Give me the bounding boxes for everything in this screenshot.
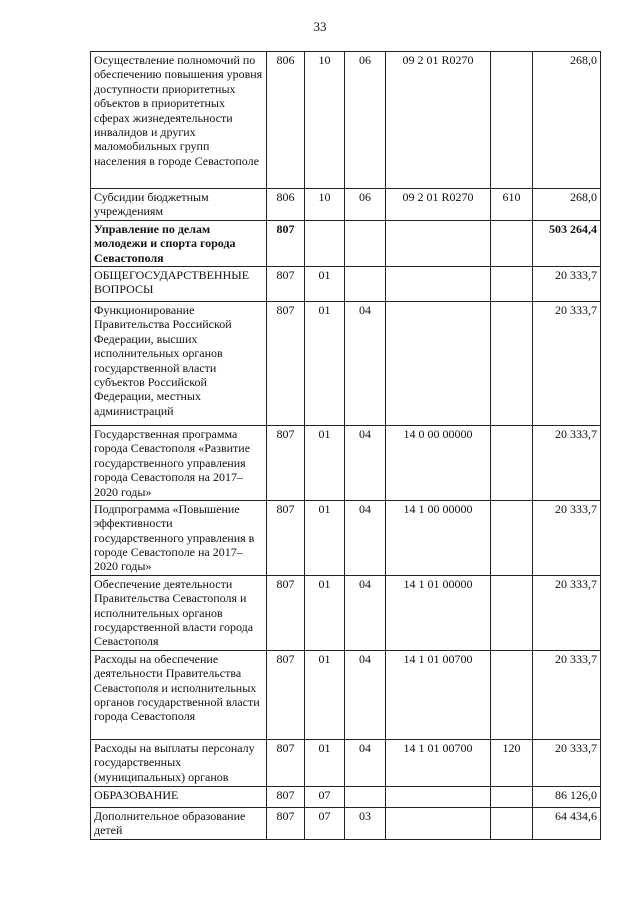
section-code: 01 <box>305 425 345 500</box>
table-row <box>91 266 601 301</box>
target-article-code: 14 1 01 00700 <box>386 650 491 739</box>
section-code: 07 <box>305 807 345 839</box>
amount: 20 333,7 <box>533 425 601 500</box>
section-code: 01 <box>305 500 345 575</box>
org-code: 807 <box>267 786 305 807</box>
amount: 64 434,6 <box>533 807 601 839</box>
target-article-code: 14 0 00 00000 <box>386 425 491 500</box>
org-code: 807 <box>267 807 305 839</box>
subsection-code: 03 <box>345 807 386 839</box>
org-code: 807 <box>267 301 305 425</box>
section-code: 01 <box>305 575 345 650</box>
amount: 86 126,0 <box>533 786 601 807</box>
expense-type-code: 120 <box>491 739 533 786</box>
target-article-code: 09 2 01 R0270 <box>386 189 491 221</box>
table-row <box>91 220 601 266</box>
section-code: 10 <box>305 52 345 189</box>
section-code: 07 <box>305 786 345 807</box>
amount: 268,0 <box>533 52 601 189</box>
section-code <box>305 220 345 266</box>
row-name: Расходы на обеспечение деятельности Правительства Севастополя и исполнительных органов государственной власти города Севастополя <box>91 650 267 739</box>
row-name: Управление по делам молодежи и спорта города Севастополя <box>91 220 267 266</box>
table-row <box>91 575 601 650</box>
org-code: 807 <box>267 739 305 786</box>
section-code: 01 <box>305 739 345 786</box>
subsection-code <box>345 220 386 266</box>
table-row <box>91 52 601 189</box>
subsection-code: 06 <box>345 189 386 221</box>
target-article-code <box>386 266 491 301</box>
subsection-code: 04 <box>345 650 386 739</box>
row-name: ОБЩЕГОСУДАРСТВЕННЫЕ ВОПРОСЫ <box>91 266 267 301</box>
expense-type-code <box>491 786 533 807</box>
target-article-code <box>386 301 491 425</box>
section-code: 01 <box>305 266 345 301</box>
table-row <box>91 500 601 575</box>
subsection-code: 04 <box>345 425 386 500</box>
org-code: 807 <box>267 425 305 500</box>
subsection-code <box>345 786 386 807</box>
section-code: 01 <box>305 301 345 425</box>
row-name: Подпрограмма «Повышение эффективности государственного управления в городе Севастополе на 2017–2020 годы» <box>91 500 267 575</box>
target-article-code <box>386 786 491 807</box>
expense-type-code <box>491 220 533 266</box>
target-article-code: 14 1 00 00000 <box>386 500 491 575</box>
table-row <box>91 425 601 500</box>
expense-type-code <box>491 650 533 739</box>
target-article-code: 09 2 01 R0270 <box>386 52 491 189</box>
row-name: Осуществление полномочий по обеспечению повышения уровня доступности приоритетных объектов в приоритетных сферах жизнедеятельности инвалидов и других маломобильных групп населения в городе Севастополе <box>91 52 267 189</box>
org-code: 807 <box>267 220 305 266</box>
target-article-code: 14 1 01 00700 <box>386 739 491 786</box>
expense-type-code <box>491 575 533 650</box>
row-name: Субсидии бюджетным учреждениям <box>91 189 267 221</box>
org-code: 807 <box>267 266 305 301</box>
expense-type-code <box>491 807 533 839</box>
row-name: Расходы на выплаты персоналу государственных (муниципальных) органов <box>91 739 267 786</box>
expense-type-code <box>491 425 533 500</box>
amount: 268,0 <box>533 189 601 221</box>
target-article-code: 14 1 01 00000 <box>386 575 491 650</box>
table-row <box>91 189 601 221</box>
org-code: 807 <box>267 575 305 650</box>
org-code: 806 <box>267 189 305 221</box>
amount: 20 333,7 <box>533 500 601 575</box>
row-name: ОБРАЗОВАНИЕ <box>91 786 267 807</box>
expense-type-code <box>491 52 533 189</box>
table-row <box>91 650 601 739</box>
amount: 20 333,7 <box>533 575 601 650</box>
target-article-code <box>386 807 491 839</box>
table-row <box>91 301 601 425</box>
amount: 503 264,4 <box>533 220 601 266</box>
subsection-code: 04 <box>345 500 386 575</box>
expense-type-code: 610 <box>491 189 533 221</box>
row-name: Функционирование Правительства Российской Федерации, высших исполнительных органов государственной власти субъектов Российской Федерации, местных администраций <box>91 301 267 425</box>
subsection-code: 04 <box>345 739 386 786</box>
subsection-code: 06 <box>345 52 386 189</box>
expense-type-code <box>491 301 533 425</box>
amount: 20 333,7 <box>533 301 601 425</box>
page-number: 33 <box>313 19 327 34</box>
row-name: Государственная программа города Севастополя «Развитие государственного управления города Севастополя на 2017–2020 годы» <box>91 425 267 500</box>
section-code: 10 <box>305 189 345 221</box>
target-article-code <box>386 220 491 266</box>
row-name: Дополнительное образование детей <box>91 807 267 839</box>
table-row <box>91 786 601 807</box>
expense-type-code <box>491 266 533 301</box>
subsection-code: 04 <box>345 575 386 650</box>
subsection-code: 04 <box>345 301 386 425</box>
row-name: Обеспечение деятельности Правительства Севастополя и исполнительных органов государственной власти города Севастополя <box>91 575 267 650</box>
amount: 20 333,7 <box>533 739 601 786</box>
table-row <box>91 807 601 839</box>
subsection-code <box>345 266 386 301</box>
expense-type-code <box>491 500 533 575</box>
section-code: 01 <box>305 650 345 739</box>
amount: 20 333,7 <box>533 650 601 739</box>
org-code: 806 <box>267 52 305 189</box>
table-row <box>91 739 601 786</box>
amount: 20 333,7 <box>533 266 601 301</box>
org-code: 807 <box>267 650 305 739</box>
budget-table <box>90 51 601 840</box>
org-code: 807 <box>267 500 305 575</box>
